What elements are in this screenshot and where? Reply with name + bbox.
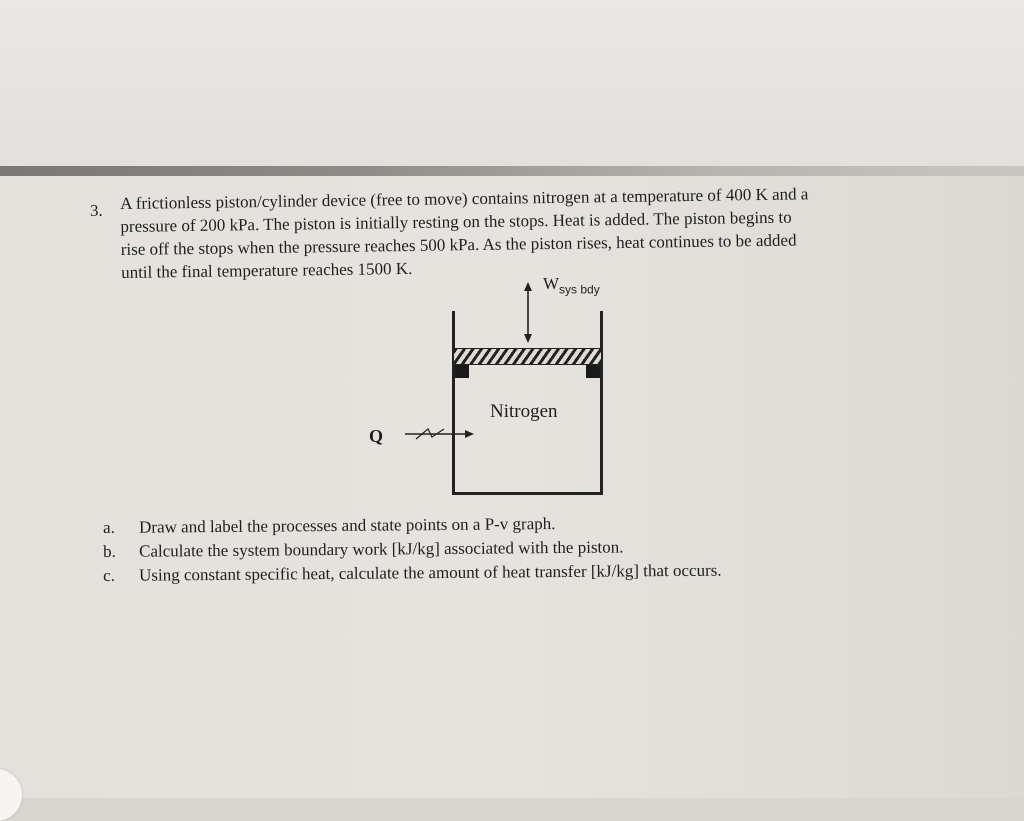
problem-number: 3. bbox=[90, 201, 103, 220]
problem-line: until the final temperature reaches 1500 K. bbox=[120, 258, 413, 282]
question-text: Calculate the system boundary work [kJ/kg] associated with the piston. bbox=[139, 537, 624, 561]
top-sheet bbox=[0, 0, 1024, 175]
worksheet-page bbox=[0, 176, 1024, 798]
work-arrow-down-head bbox=[524, 334, 532, 343]
work-label bbox=[543, 274, 600, 296]
work-arrow-up-head bbox=[524, 282, 532, 291]
work-symbol: W bbox=[543, 274, 560, 293]
problem-line: rise off the stops when the pressure reaches 500 kPa. As the piston rises, heat continues to be added bbox=[120, 230, 797, 259]
piston-cylinder-diagram bbox=[360, 271, 640, 501]
problem-statement bbox=[120, 181, 901, 284]
problem-3 bbox=[0, 176, 1024, 798]
problem-line: A frictionless piston/cylinder device (free to move) contains nitrogen at a temperature of 400 K and a bbox=[120, 184, 809, 213]
work-subscript: sys bdy bbox=[559, 282, 600, 297]
question-text: Draw and label the processes and state points on a P-v graph. bbox=[139, 514, 556, 537]
question-letter: b. bbox=[103, 541, 116, 561]
question-list bbox=[103, 516, 863, 588]
diagram-arrows bbox=[360, 271, 640, 501]
heat-arrow-head bbox=[465, 430, 474, 438]
gas-label: Nitrogen bbox=[490, 401, 558, 422]
heat-label: Q bbox=[369, 426, 384, 446]
problem-line: pressure of 200 kPa. The piston is initially resting on the stops. Heat is added. The piston begins to bbox=[120, 207, 792, 236]
question-text: Using constant specific heat, calculate the amount of heat transfer [kJ/kg] that occurs. bbox=[139, 560, 722, 585]
question-letter: c. bbox=[103, 565, 115, 585]
question-letter: a. bbox=[103, 517, 115, 537]
